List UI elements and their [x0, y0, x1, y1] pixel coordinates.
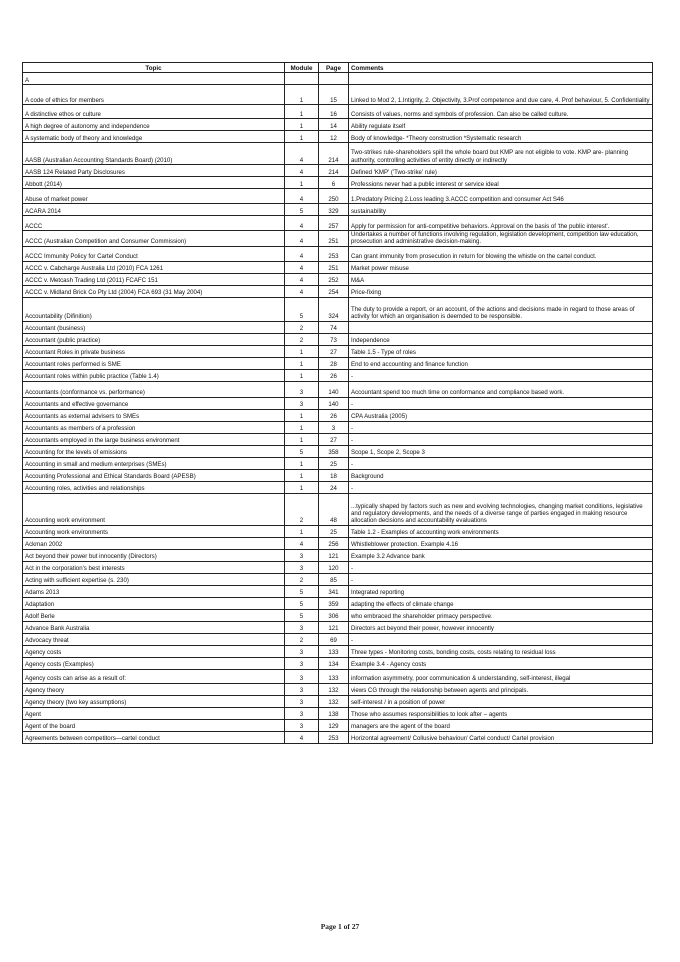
table-row: [23, 246, 653, 261]
table-row: [23, 469, 653, 481]
table-row: [23, 683, 653, 695]
table-row: [23, 165, 653, 177]
cell-comments: managers are the agent of the board: [349, 719, 653, 731]
cell-module: 4: [285, 189, 319, 204]
table-row: [23, 573, 653, 585]
cell-module: 2: [285, 321, 319, 333]
cell-topic: Accounting work environments: [23, 525, 285, 537]
cell-comments: -: [349, 369, 653, 381]
cell-topic: Accounting for the levels of emissions: [23, 445, 285, 457]
cell-module: 4: [285, 231, 319, 247]
cell-comments: information asymmetry, poor communication & understanding, self-interest, illegal: [349, 669, 653, 683]
cell-topic: A distinctive ethos or culture: [23, 105, 285, 119]
cell-module: 3: [285, 695, 319, 707]
cell-comments: Defined 'KMP' ('Two-strike' rule): [349, 165, 653, 177]
table-row: [23, 204, 653, 216]
cell-topic: Accounting Professional and Ethical Standards Board (APESB): [23, 469, 285, 481]
header-comments: Comments: [349, 63, 653, 73]
cell-comments: Example 3.2 Advance bank: [349, 549, 653, 561]
cell-module: 3: [285, 645, 319, 657]
cell-comments: Ability regulate itself: [349, 119, 653, 131]
table-row: [23, 409, 653, 421]
cell-comments: 1.Predatory Pricing 2.Loss leading 3.ACCC competition and consumer Act S46: [349, 189, 653, 204]
cell-page: 140: [319, 381, 349, 397]
cell-comments: Accountant spend too much time on conformance and compliance based work.: [349, 381, 653, 397]
table-row: [23, 297, 653, 321]
topic-index-table: [22, 62, 653, 744]
cell-topic: ACARA 2014: [23, 204, 285, 216]
cell-page: 85: [319, 573, 349, 585]
cell-page: 134: [319, 657, 349, 669]
cell-module: 1: [285, 85, 319, 105]
cell-page: 251: [319, 231, 349, 247]
cell-comments: Example 3.4 - Agency costs: [349, 657, 653, 669]
cell-module: 5: [285, 597, 319, 609]
cell-topic: Agency costs (Examples): [23, 657, 285, 669]
cell-module: 5: [285, 204, 319, 216]
table-row: [23, 621, 653, 633]
cell-comments: -: [349, 573, 653, 585]
table-row: [23, 321, 653, 333]
table-row: [23, 585, 653, 597]
table-row: [23, 381, 653, 397]
cell-topic: Agent: [23, 707, 285, 719]
cell-topic: Act in the corporation's best interests: [23, 561, 285, 573]
cell-page: 74: [319, 321, 349, 333]
cell-page: 252: [319, 273, 349, 285]
cell-topic: Adaptation: [23, 597, 285, 609]
cell-page: 214: [319, 165, 349, 177]
cell-comments: -: [349, 481, 653, 493]
table-row: [23, 285, 653, 297]
cell-topic: Accountants employed in the large business environment: [23, 433, 285, 445]
table-row: [23, 397, 653, 409]
cell-page: 254: [319, 285, 349, 297]
table-row: [23, 493, 653, 525]
table-row: [23, 357, 653, 369]
cell-page: 69: [319, 633, 349, 645]
cell-comments: Two-strikes rule-shareholders spill the whole board but KMP are not eligible to vote. KMP are- planning authority, controlling activities of entity directly or indirectly: [349, 143, 653, 165]
cell-topic: Accountant Roles in private business: [23, 345, 285, 357]
cell-page: 359: [319, 597, 349, 609]
cell-topic: Accountant (business): [23, 321, 285, 333]
cell-module: 3: [285, 669, 319, 683]
cell-comments: CPA Australia (2005): [349, 409, 653, 421]
cell-page: 341: [319, 585, 349, 597]
cell-comments: Three types - Monitoring costs, bonding costs, costs relating to residual loss: [349, 645, 653, 657]
cell-page: 257: [319, 216, 349, 231]
cell-module: 3: [285, 683, 319, 695]
cell-module: 5: [285, 585, 319, 597]
table-row: [23, 273, 653, 285]
cell-page: 324: [319, 297, 349, 321]
cell-page: 214: [319, 143, 349, 165]
cell-page: 132: [319, 683, 349, 695]
cell-topic: Accountants and effective governance: [23, 397, 285, 409]
cell-module: 4: [285, 285, 319, 297]
cell-module: 1: [285, 433, 319, 445]
cell-page: 25: [319, 525, 349, 537]
cell-page: 16: [319, 105, 349, 119]
table-row: [23, 216, 653, 231]
cell-topic: Agency theory (two key assumptions): [23, 695, 285, 707]
cell-topic: Agency theory: [23, 683, 285, 695]
table-row: [23, 669, 653, 683]
cell-topic: Adams 2013: [23, 585, 285, 597]
table-row: [23, 333, 653, 345]
cell-module: 1: [285, 177, 319, 189]
cell-topic: Accountability (Difinition): [23, 297, 285, 321]
table-row: [23, 719, 653, 731]
cell-comments: Apply for permission for anti-competitive behaviors. Approval on the basis of 'the public interest'.: [349, 216, 653, 231]
cell-module: 4: [285, 246, 319, 261]
cell-module: 5: [285, 609, 319, 621]
cell-comments: -: [349, 633, 653, 645]
cell-module: 1: [285, 469, 319, 481]
cell-topic: Accounting roles, activities and relationships: [23, 481, 285, 493]
cell-module: 3: [285, 549, 319, 561]
cell-module: [285, 73, 319, 85]
cell-module: 3: [285, 381, 319, 397]
cell-comments: Market power misuse: [349, 261, 653, 273]
table-row: [23, 525, 653, 537]
cell-page: 26: [319, 409, 349, 421]
cell-module: 4: [285, 273, 319, 285]
cell-comments: sustainability: [349, 204, 653, 216]
cell-topic: Agreements between competitors—cartel conduct: [23, 731, 285, 743]
cell-module: 5: [285, 297, 319, 321]
table-row: [23, 707, 653, 719]
table-row: [23, 481, 653, 493]
cell-topic: Accountant roles within public practice (Table 1.4): [23, 369, 285, 381]
cell-module: 1: [285, 457, 319, 469]
cell-comments: Consists of values, norms and symbols of profession. Can also be called culture.: [349, 105, 653, 119]
table-row: [23, 369, 653, 381]
table-row: [23, 261, 653, 273]
cell-page: [319, 73, 349, 85]
cell-comments: The duty to provide a report, or an account, of the actions and decisions made in regard to those areas of activity for which an organisation is deemded to be responsible.: [349, 297, 653, 321]
cell-comments: M&A: [349, 273, 653, 285]
cell-topic: Abbott (2014): [23, 177, 285, 189]
cell-comments: adapting the effects of climate change: [349, 597, 653, 609]
header-topic: Topic: [23, 63, 285, 73]
table-row: [23, 177, 653, 189]
cell-module: 2: [285, 333, 319, 345]
table-row: [23, 131, 653, 143]
cell-page: 73: [319, 333, 349, 345]
cell-comments: Scope 1, Scope 2, Scope 3: [349, 445, 653, 457]
cell-topic: Abuse of market power: [23, 189, 285, 204]
cell-page: 12: [319, 131, 349, 143]
cell-comments: Table 1.2 - Examples of accounting work environments: [349, 525, 653, 537]
cell-module: 1: [285, 409, 319, 421]
cell-topic: AASB 124 Related Party Disclosures: [23, 165, 285, 177]
cell-comments: -: [349, 561, 653, 573]
cell-page: 28: [319, 357, 349, 369]
cell-topic: Advocacy threat: [23, 633, 285, 645]
cell-comments: -: [349, 433, 653, 445]
cell-topic: Advance Bank Australia: [23, 621, 285, 633]
cell-topic: Accountant (public practice): [23, 333, 285, 345]
cell-page: 306: [319, 609, 349, 621]
cell-comments: views CG through the relationship between agents and principals.: [349, 683, 653, 695]
cell-page: 121: [319, 621, 349, 633]
cell-module: 1: [285, 421, 319, 433]
cell-comments: End to end accounting and finance function: [349, 357, 653, 369]
cell-topic: Act beyond their power but innocently (Directors): [23, 549, 285, 561]
cell-module: 3: [285, 621, 319, 633]
cell-page: 250: [319, 189, 349, 204]
cell-page: 6: [319, 177, 349, 189]
table-row: [23, 695, 653, 707]
table-row: [23, 549, 653, 561]
cell-page: 253: [319, 246, 349, 261]
cell-topic: Accountants as members of a profession: [23, 421, 285, 433]
table-row: [23, 609, 653, 621]
cell-module: 3: [285, 397, 319, 409]
cell-page: 25: [319, 457, 349, 469]
cell-page: 358: [319, 445, 349, 457]
header-module: Module: [285, 63, 319, 73]
table-row: [23, 421, 653, 433]
cell-topic: Ackman 2002: [23, 537, 285, 549]
cell-page: 251: [319, 261, 349, 273]
cell-page: 329: [319, 204, 349, 216]
cell-comments: Table 1.5 - Type of roles: [349, 345, 653, 357]
cell-topic: A high degree of autonomy and independence: [23, 119, 285, 131]
cell-module: 1: [285, 525, 319, 537]
cell-page: 48: [319, 493, 349, 525]
cell-page: 256: [319, 537, 349, 549]
cell-page: 121: [319, 549, 349, 561]
cell-page: 132: [319, 695, 349, 707]
cell-page: 15: [319, 85, 349, 105]
cell-page: 120: [319, 561, 349, 573]
cell-page: 138: [319, 707, 349, 719]
cell-page: 27: [319, 433, 349, 445]
cell-topic: ACCC v. Metcash Trading Ltd (2011) FCAFC 151: [23, 273, 285, 285]
table-row: [23, 597, 653, 609]
cell-comments: Whistleblower protection. Example 4.16: [349, 537, 653, 549]
cell-topic: ACCC v. Midland Brick Co Pty Ltd (2004) FCA 693 (31 May 2004): [23, 285, 285, 297]
table-body: [23, 73, 653, 744]
cell-module: 3: [285, 657, 319, 669]
table-row: [23, 73, 653, 85]
cell-module: 1: [285, 481, 319, 493]
cell-comments: [349, 321, 653, 333]
cell-topic: Agency costs can arise as a result of:: [23, 669, 285, 683]
table-header-row: [23, 63, 653, 73]
cell-topic: Accounting work environment: [23, 493, 285, 525]
cell-comments: Background: [349, 469, 653, 481]
cell-page: 3: [319, 421, 349, 433]
cell-topic: Agent of the board: [23, 719, 285, 731]
cell-comments: who embraced the shareholder primacy perspective.: [349, 609, 653, 621]
cell-page: 24: [319, 481, 349, 493]
cell-module: 1: [285, 105, 319, 119]
cell-page: 27: [319, 345, 349, 357]
cell-comments: Horizontal agreement/ Collusive behaviour/ Cartel conduct/ Cartel provision: [349, 731, 653, 743]
cell-page: 133: [319, 645, 349, 657]
table-row: [23, 143, 653, 165]
cell-module: 4: [285, 261, 319, 273]
cell-comments: Body of knowledge- *Theory construction *Systematic research: [349, 131, 653, 143]
cell-comments: self-interest / in a position of power: [349, 695, 653, 707]
cell-topic: A systematic body of theory and knowledge: [23, 131, 285, 143]
cell-topic: Accounting in small and medium enterprises (SMEs): [23, 457, 285, 469]
cell-comments: Independence: [349, 333, 653, 345]
cell-comments: Undertakes a number of functions involving regulation, legislation development, competition law education, prosecution and administrative decision-making.: [349, 231, 653, 247]
cell-module: 1: [285, 357, 319, 369]
cell-comments: Professions never had a public interest or service ideal: [349, 177, 653, 189]
table-row: [23, 445, 653, 457]
table-row: [23, 105, 653, 119]
table-row: [23, 561, 653, 573]
cell-page: 133: [319, 669, 349, 683]
cell-topic: A code of ethics for members: [23, 85, 285, 105]
cell-topic: Adolf Berle: [23, 609, 285, 621]
cell-comments: ...typically shaped by factors such as new and evolving technologies, changing market conditions, legislative and regulatory developments, and the needs of a diverse range of parties engaged in making resource allocation decisions and accountability evaluations: [349, 493, 653, 525]
table-row: [23, 457, 653, 469]
cell-page: 26: [319, 369, 349, 381]
table-row: [23, 657, 653, 669]
cell-comments: Directors act beyond their power, however innocently: [349, 621, 653, 633]
header-page: Page: [319, 63, 349, 73]
cell-topic: Acting with sufficient expertise (s. 230): [23, 573, 285, 585]
cell-page: 129: [319, 719, 349, 731]
cell-module: 4: [285, 731, 319, 743]
cell-topic: ACCC Immunity Policy for Cartel Conduct: [23, 246, 285, 261]
cell-module: 3: [285, 719, 319, 731]
cell-page: 18: [319, 469, 349, 481]
cell-module: 1: [285, 369, 319, 381]
table-row: [23, 537, 653, 549]
table-row: [23, 85, 653, 105]
cell-comments: -: [349, 457, 653, 469]
cell-page: 140: [319, 397, 349, 409]
cell-comments: Can grant immunity from prosecution in return for blowing the whistle on the cartel conduct.: [349, 246, 653, 261]
cell-module: 2: [285, 633, 319, 645]
cell-topic: Accountant roles performed is SME: [23, 357, 285, 369]
cell-topic: ACCC (Australian Competition and Consumer Commission): [23, 231, 285, 247]
cell-module: 1: [285, 131, 319, 143]
cell-module: 4: [285, 537, 319, 549]
cell-topic: Accountants (conformance vs. performance): [23, 381, 285, 397]
table-row: [23, 633, 653, 645]
cell-comments: Price-fixing: [349, 285, 653, 297]
cell-module: 4: [285, 165, 319, 177]
table-row: [23, 119, 653, 131]
cell-topic: Accountants as external advisers to SMEs: [23, 409, 285, 421]
cell-module: 3: [285, 561, 319, 573]
table-row: [23, 433, 653, 445]
cell-module: 4: [285, 143, 319, 165]
cell-page: 14: [319, 119, 349, 131]
cell-comments: Those who assumes responsibilities to look after – agents: [349, 707, 653, 719]
cell-module: 1: [285, 119, 319, 131]
cell-page: 253: [319, 731, 349, 743]
table-row: [23, 645, 653, 657]
table-row: [23, 731, 653, 743]
cell-module: 2: [285, 493, 319, 525]
cell-module: 4: [285, 216, 319, 231]
cell-comments: [349, 73, 653, 85]
cell-comments: Integrated reporting: [349, 585, 653, 597]
table-row: [23, 345, 653, 357]
cell-comments: -: [349, 421, 653, 433]
table-row: [23, 231, 653, 247]
cell-module: 1: [285, 345, 319, 357]
cell-topic: Agency costs: [23, 645, 285, 657]
cell-topic: ACCC v. Cabcharge Australia Ltd (2010) FCA 1261: [23, 261, 285, 273]
cell-topic: A: [23, 73, 285, 85]
page-number: Page 1 of 27: [320, 922, 360, 931]
cell-topic: ACCC: [23, 216, 285, 231]
cell-comments: -: [349, 397, 653, 409]
cell-module: 2: [285, 573, 319, 585]
cell-topic: AASB (Australian Accounting Standards Board) (2010): [23, 143, 285, 165]
cell-module: 3: [285, 707, 319, 719]
cell-comments: Linked to Mod 2, 1.Intigrity, 2. Objectivity, 3.Prof competence and due care, 4. Prof behaviour, 5. Confidentiality: [349, 85, 653, 105]
cell-module: 5: [285, 445, 319, 457]
table-row: [23, 189, 653, 204]
